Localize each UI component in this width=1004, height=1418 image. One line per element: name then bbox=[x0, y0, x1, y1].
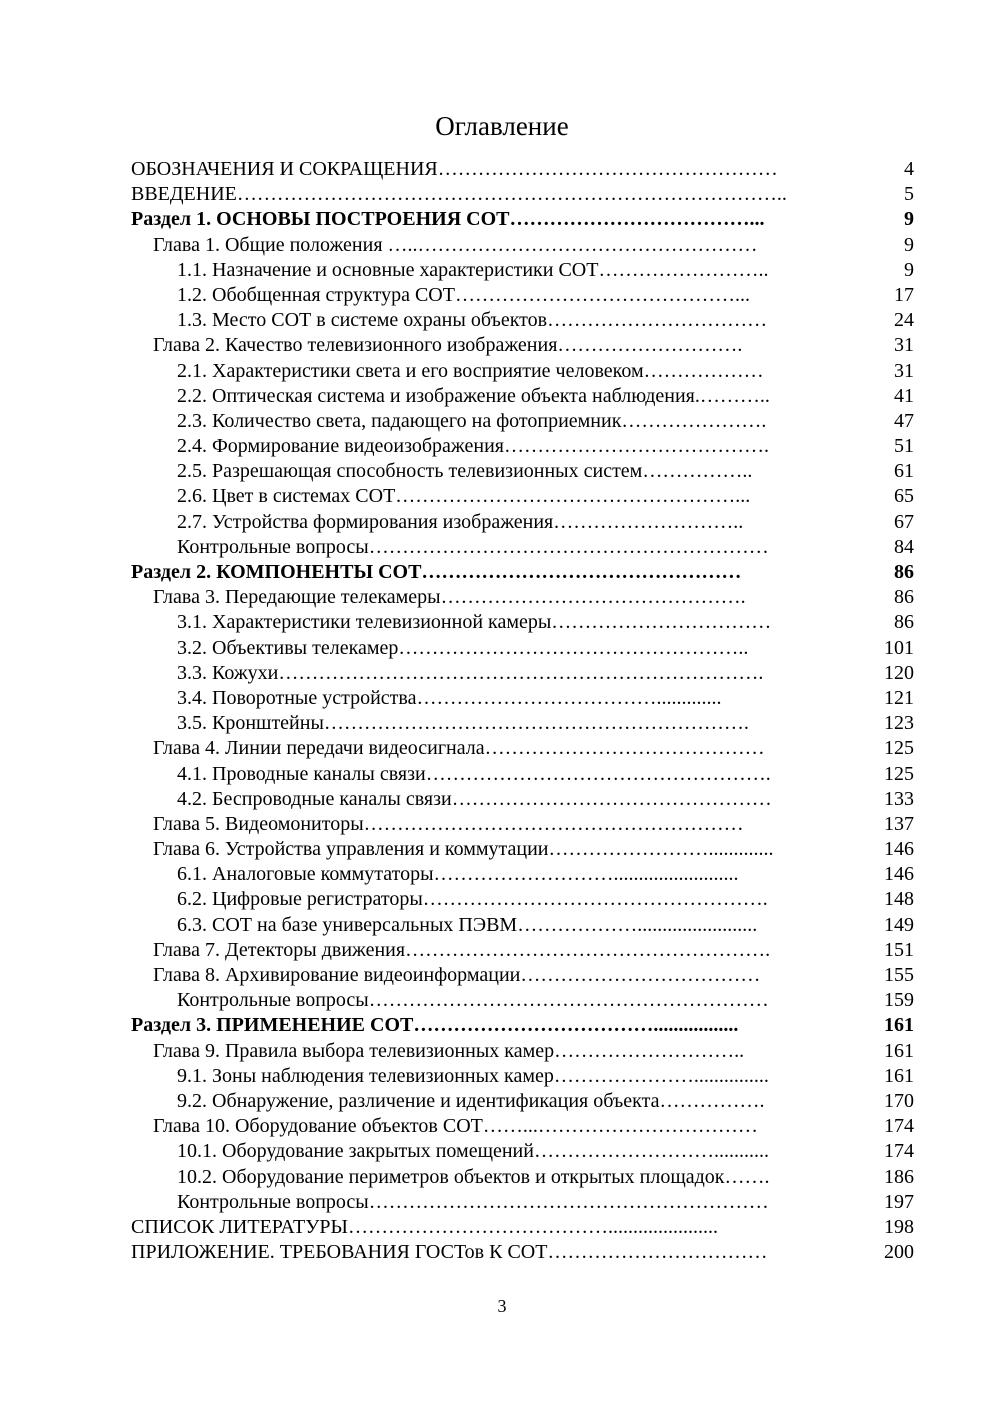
toc-entry-page: 133 bbox=[884, 787, 914, 810]
toc-entry bbox=[0, 384, 1004, 409]
toc-entry bbox=[0, 762, 1004, 787]
toc-entry-page: 9 bbox=[904, 258, 914, 281]
table-of-contents bbox=[0, 157, 1004, 1265]
toc-entry bbox=[0, 787, 1004, 812]
toc-entry-title: Глава 5. Видеомониторы………………………………………………… bbox=[153, 812, 744, 835]
toc-entry bbox=[0, 409, 1004, 434]
toc-entry-title: 3.5. Кронштейны………………………………………………………. bbox=[177, 712, 749, 735]
toc-entry bbox=[0, 510, 1004, 535]
toc-entry-title: 10.1. Оборудование закрытых помещений………………………........... bbox=[177, 1140, 769, 1163]
toc-entry-title: 6.1. Аналоговые коммутаторы………………………......................... bbox=[177, 863, 739, 886]
toc-entry-title: 2.1. Характеристики света и его восприятие человеком……………… bbox=[177, 359, 764, 382]
toc-entry bbox=[0, 938, 1004, 963]
toc-entry bbox=[0, 459, 1004, 484]
toc-entry-page: 47 bbox=[894, 409, 914, 432]
toc-entry-page: 186 bbox=[884, 1165, 914, 1188]
toc-entry bbox=[0, 1240, 1004, 1265]
toc-entry-title: 4.2. Беспроводные каналы связи………………………………………… bbox=[177, 787, 772, 810]
toc-entry-title: 1.2. Обобщенная структура СОТ……………………………………... bbox=[177, 283, 750, 306]
toc-entry-title: Контрольные вопросы…………………………………………………… bbox=[177, 1190, 769, 1213]
toc-entry-page: 51 bbox=[894, 435, 914, 458]
toc-entry-page: 4 bbox=[904, 158, 914, 180]
toc-entry-page: 86 bbox=[894, 611, 914, 634]
toc-entry-title: 9.1. Зоны наблюдения телевизионных камер…………………............... bbox=[177, 1064, 769, 1087]
toc-entry-page: 149 bbox=[884, 913, 914, 936]
toc-entry-title: Глава 6. Устройства управления и коммутации……………………............. bbox=[153, 838, 774, 861]
toc-entry-title: 9.2. Обнаружение, различение и идентификация объекта……………. bbox=[177, 1089, 765, 1112]
toc-entry-title: 2.7. Устройства формирования изображения……………………….. bbox=[177, 510, 744, 533]
toc-entry bbox=[0, 963, 1004, 988]
toc-entry-title: 3.1. Характеристики телевизионной камеры…………………………… bbox=[177, 611, 772, 634]
toc-entry-page: 151 bbox=[884, 938, 914, 961]
toc-entry bbox=[0, 1190, 1004, 1215]
toc-entry-page: 146 bbox=[884, 838, 914, 861]
toc-entry bbox=[0, 535, 1004, 560]
toc-entry bbox=[0, 661, 1004, 686]
toc-entry bbox=[0, 333, 1004, 358]
toc-entry bbox=[0, 585, 1004, 610]
toc-entry bbox=[0, 610, 1004, 635]
toc-entry-title: 1.3. Место СОТ в системе охраны объектов…………………………… bbox=[177, 309, 768, 332]
toc-entry-title: 6.2. Цифровые регистраторы……………………………………………. bbox=[177, 888, 768, 911]
toc-entry-page: 17 bbox=[894, 283, 914, 306]
toc-entry-title: 1.1. Назначение и основные характеристики СОТ…………………….. bbox=[177, 258, 769, 281]
toc-entry-page: 24 bbox=[894, 309, 914, 332]
toc-entry-page: 174 bbox=[884, 1140, 914, 1163]
toc-entry-title: Контрольные вопросы…………………………………………………… bbox=[177, 535, 769, 558]
toc-entry-title: 2.4. Формирование видеоизображения…………………………………. bbox=[177, 435, 769, 458]
toc-entry-title: Глава 8. Архивирование видеоинформации……………………………… bbox=[153, 964, 761, 986]
toc-entry-page: 161 bbox=[884, 1039, 914, 1062]
toc-entry-title: 3.3. Кожухи………………………………………………………………. bbox=[177, 661, 764, 684]
toc-entry-page: 120 bbox=[884, 661, 914, 684]
toc-entry-page: 5 bbox=[904, 183, 914, 206]
toc-entry-page: 161 bbox=[884, 1064, 914, 1087]
toc-entry-page: 101 bbox=[884, 636, 914, 659]
toc-entry-page: 9 bbox=[904, 208, 914, 231]
toc-entry-page: 137 bbox=[884, 812, 914, 835]
toc-entry bbox=[0, 1039, 1004, 1064]
toc-entry bbox=[0, 636, 1004, 661]
toc-entry bbox=[0, 837, 1004, 862]
toc-entry-title: Контрольные вопросы…………………………………………………… bbox=[177, 989, 769, 1012]
toc-entry-page: 67 bbox=[894, 510, 914, 533]
toc-entry-title: Глава 1. Общие положения …..…………………………………………… bbox=[153, 233, 758, 256]
toc-entry bbox=[0, 233, 1004, 258]
toc-entry bbox=[0, 434, 1004, 459]
toc-entry-title: 2.2. Оптическая система и изображение объекта наблюдения.……….. bbox=[177, 384, 770, 407]
toc-entry-page: 200 bbox=[884, 1241, 914, 1264]
page-title: Оглавление bbox=[435, 111, 569, 141]
toc-entry-page: 61 bbox=[894, 460, 914, 483]
toc-entry-page: 86 bbox=[894, 586, 914, 609]
page-number: 3 bbox=[497, 1296, 507, 1316]
toc-entry bbox=[0, 736, 1004, 761]
toc-entry bbox=[0, 711, 1004, 736]
toc-entry-title: Глава 4. Линии передачи видеосигнала…………………………………… bbox=[153, 737, 765, 760]
toc-entry-title: Глава 2. Качество телевизионного изображения………………………. bbox=[153, 334, 743, 357]
toc-entry-page: 159 bbox=[884, 989, 914, 1012]
toc-entry-title: 6.3. СОТ на базе универсальных ПЭВМ………………........................ bbox=[177, 913, 758, 936]
toc-entry-title: 4.1. Проводные каналы связи……………………………………………. bbox=[177, 762, 771, 785]
toc-entry-title: Раздел 1. ОСНОВЫ ПОСТРОЕНИЯ СОТ………………………………... bbox=[131, 208, 765, 231]
toc-entry-page: 121 bbox=[884, 686, 914, 709]
toc-entry-page: 84 bbox=[894, 535, 914, 558]
toc-entry-title: 2.6. Цвет в системах СОТ……………………………………………... bbox=[177, 485, 751, 508]
toc-entry-title: Глава 10. Оборудование объектов СОТ……...…………………………… bbox=[153, 1115, 758, 1138]
toc-entry-page: 198 bbox=[884, 1215, 914, 1238]
toc-entry-page: 125 bbox=[884, 737, 914, 760]
toc-entry bbox=[0, 182, 1004, 207]
toc-entry-title: 10.2. Оборудование периметров объектов и открытых площадок……. bbox=[177, 1165, 770, 1188]
toc-entry-title: ВВЕДЕНИЕ……………………………………………………………………….. bbox=[131, 183, 787, 206]
toc-entry-page: 148 bbox=[884, 888, 914, 911]
toc-entry-page: 31 bbox=[894, 334, 914, 357]
toc-entry-title: 2.3. Количество света, падающего на фотоприемник…………………. bbox=[177, 409, 767, 432]
toc-entry-title: Раздел 2. КОМПОНЕНТЫ СОТ………………………………………… bbox=[131, 561, 742, 583]
toc-entry-page: 41 bbox=[894, 384, 914, 407]
toc-entry-page: 9 bbox=[904, 233, 914, 256]
toc-entry bbox=[0, 157, 1004, 182]
toc-entry-page: 86 bbox=[894, 561, 914, 583]
toc-entry bbox=[0, 887, 1004, 912]
toc-entry bbox=[0, 1165, 1004, 1190]
toc-entry-page: 170 bbox=[884, 1089, 914, 1112]
toc-entry-page: 155 bbox=[884, 964, 914, 986]
toc-entry-title: Глава 3. Передающие телекамеры………………………………………. bbox=[153, 586, 746, 609]
toc-entry bbox=[0, 308, 1004, 333]
toc-entry bbox=[0, 1215, 1004, 1240]
toc-entry bbox=[0, 1064, 1004, 1089]
toc-entry-title: СПИСОК ЛИТЕРАТУРЫ…………………………………...................... bbox=[131, 1215, 718, 1238]
toc-entry-page: 31 bbox=[894, 359, 914, 382]
toc-entry bbox=[0, 1114, 1004, 1139]
toc-entry-page: 146 bbox=[884, 863, 914, 886]
toc-entry-page: 197 bbox=[884, 1190, 914, 1213]
toc-entry-title: Глава 7. Детекторы движения………………………………………………. bbox=[153, 938, 771, 961]
toc-entry bbox=[0, 686, 1004, 711]
toc-entry bbox=[0, 258, 1004, 283]
toc-entry-title: Раздел 3. ПРИМЕНЕНИЕ СОТ………………………………................. bbox=[131, 1014, 739, 1037]
toc-entry-title: ПРИЛОЖЕНИЕ. ТРЕБОВАНИЯ ГОСТов К СОТ…………………………… bbox=[131, 1241, 768, 1264]
toc-entry-title: ОБОЗНАЧЕНИЯ И СОКРАЩЕНИЯ…………………………………………… bbox=[131, 158, 778, 180]
toc-entry-title: 3.2. Объективы телекамер…………………………………………….. bbox=[177, 636, 749, 659]
toc-entry bbox=[0, 988, 1004, 1013]
toc-entry-title: 3.4. Поворотные устройства………………………………............. bbox=[177, 686, 722, 709]
toc-entry bbox=[0, 1013, 1004, 1038]
toc-entry bbox=[0, 1089, 1004, 1114]
toc-entry-title: Глава 9. Правила выбора телевизионных камер……………………….. bbox=[153, 1039, 745, 1062]
toc-entry bbox=[0, 862, 1004, 887]
toc-entry-page: 123 bbox=[884, 712, 914, 735]
toc-entry-title: 2.5. Разрешающая способность телевизионных систем…………….. bbox=[177, 460, 753, 483]
toc-entry bbox=[0, 207, 1004, 232]
toc-entry bbox=[0, 560, 1004, 585]
toc-entry-page: 65 bbox=[894, 485, 914, 508]
toc-entry bbox=[0, 913, 1004, 938]
toc-entry bbox=[0, 812, 1004, 837]
toc-entry-page: 174 bbox=[884, 1115, 914, 1138]
toc-entry bbox=[0, 1139, 1004, 1164]
toc-entry bbox=[0, 359, 1004, 384]
toc-entry-page: 125 bbox=[884, 762, 914, 785]
toc-entry bbox=[0, 283, 1004, 308]
toc-entry-page: 161 bbox=[884, 1014, 914, 1037]
toc-entry bbox=[0, 484, 1004, 509]
